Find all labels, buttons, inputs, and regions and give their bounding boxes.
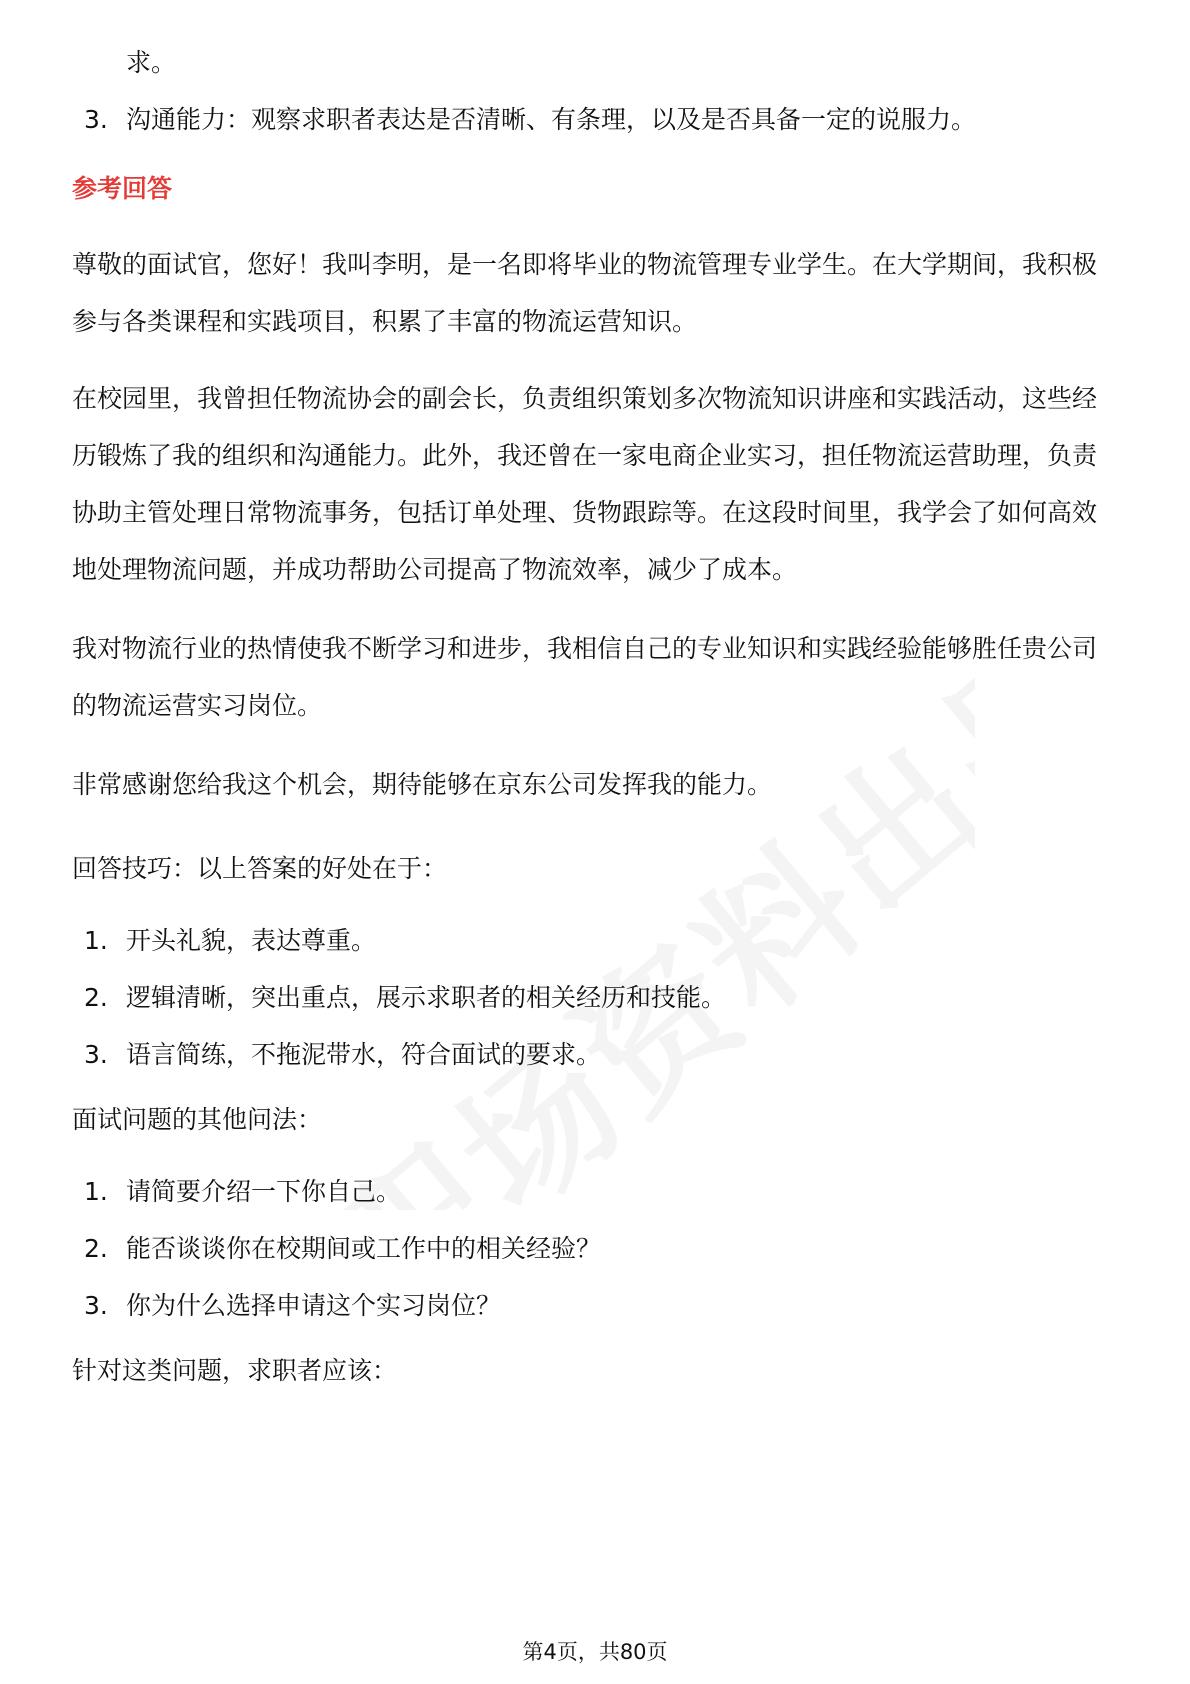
closing-intro: 针对这类问题，求职者应该： xyxy=(72,1356,398,1385)
tips-intro: 回答技巧：以上答案的好处在于： xyxy=(72,854,448,883)
answer-paragraph: 我对物流行业的热情使我不断学习和进步，我相信自己的专业知识和实践经验能够胜任贵公司的物流运营实习岗位。 xyxy=(72,634,1098,720)
list-item-text: 能否谈谈你在校期间或工作中的相关经验？ xyxy=(126,1234,602,1263)
page-number-footer: 第4页，共80页 xyxy=(522,1640,668,1664)
list-item-text: 开头礼貌，表达尊重。 xyxy=(126,926,377,955)
list-item xyxy=(72,1171,1118,1213)
list-item-text: 语言简练，不拖泥带水，符合面试的要求。 xyxy=(126,1040,602,1069)
list-item xyxy=(72,1285,1118,1327)
list-number: 2. xyxy=(84,983,108,1012)
list-number: 3. xyxy=(84,1040,108,1069)
list-number: 3. xyxy=(84,1291,108,1320)
other-questions-list xyxy=(72,1171,1118,1327)
list-number: 1. xyxy=(84,1177,108,1206)
list-item-text: 你为什么选择申请这个实习岗位？ xyxy=(126,1291,502,1320)
page-content xyxy=(72,42,1118,1399)
list-item xyxy=(72,1228,1118,1270)
other-questions-intro: 面试问题的其他问法： xyxy=(72,1105,323,1134)
list-item xyxy=(72,1034,1118,1076)
list-item xyxy=(72,920,1118,962)
reference-answer-heading: 参考回答 xyxy=(72,174,173,203)
answer-paragraph: 非常感谢您给我这个机会，期待能够在京东公司发挥我的能力。 xyxy=(72,770,773,799)
list-continuation: 求。 xyxy=(126,48,177,77)
list-item xyxy=(72,99,1118,141)
criteria-list xyxy=(72,99,1118,141)
list-number: 2. xyxy=(84,1234,108,1263)
list-item-text: 逻辑清晰，突出重点，展示求职者的相关经历和技能。 xyxy=(126,983,727,1012)
answer-paragraph: 在校园里，我曾担任物流协会的副会长，负责组织策划多次物流知识讲座和实践活动，这些经历锻炼了我的组织和沟通能力。此外，我还曾在一家电商企业实习，担任物流运营助理，负责协助主管处理日常物流事务，包括订单处理、货物跟踪等。在这段时间里，我学会了如何高效地处理物流问题，并成功帮助公司提高了物流效率，减少了成本。 xyxy=(72,384,1098,584)
list-item xyxy=(72,977,1118,1019)
list-number: 1. xyxy=(84,926,108,955)
answer-paragraph: 尊敬的面试官，您好！我叫李明，是一名即将毕业的物流管理专业学生。在大学期间，我积极参与各类课程和实践项目，积累了丰富的物流运营知识。 xyxy=(72,250,1098,336)
list-number: 3. xyxy=(84,105,108,134)
list-item-text: 请简要介绍一下你自己。 xyxy=(126,1177,402,1206)
tips-list xyxy=(72,920,1118,1076)
list-item-text: 沟通能力：观察求职者表达是否清晰、有条理，以及是否具备一定的说服力。 xyxy=(126,105,977,134)
